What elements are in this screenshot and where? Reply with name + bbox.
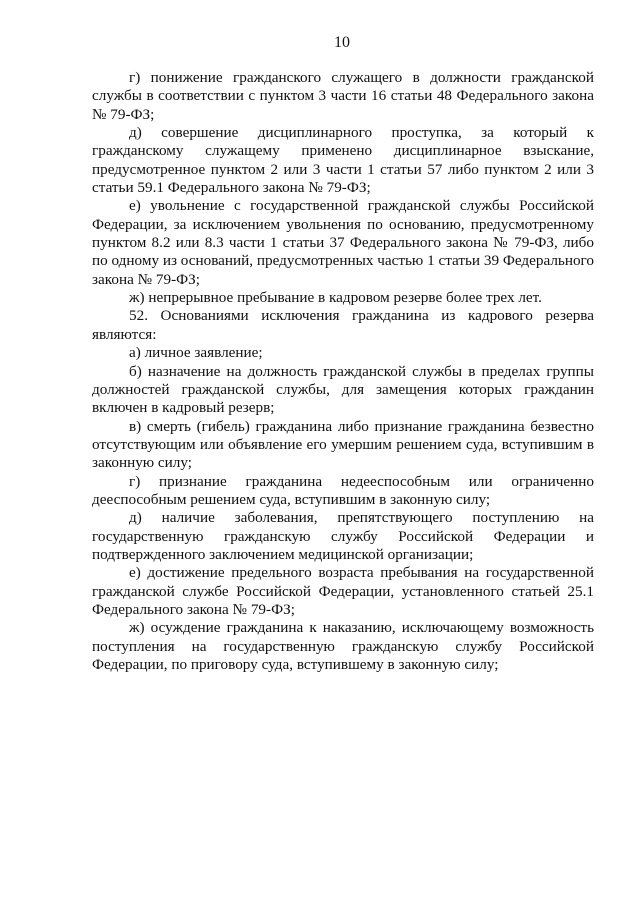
paragraph-g: г) понижение гражданского служащего в должности гражданской службы в соответствии с пунктом 3 части 16 статьи 48 Федерального закона № 79-ФЗ; (92, 69, 594, 123)
paragraph-52-a: а) личное заявление; (129, 344, 263, 362)
document-body (92, 69, 594, 674)
page-number: 10 (334, 34, 350, 51)
paragraph-52-d: д) наличие заболевания, препятствующего поступлению на государственную гражданскую службу Российской Федерации и подтвержденного заключением медицинской организации; (92, 509, 594, 563)
paragraph-d: д) совершение дисциплинарного проступка, за который к гражданскому служащему применено дисциплинарное взыскание, предусмотренное пунктом 2 или 3 части 1 статьи 57 либо пунктом 2 или 3 статьи 59.1 Федерального закона № 79-ФЗ; (92, 124, 594, 197)
paragraph-zh: ж) непрерывное пребывание в кадровом резерве более трех лет. (129, 289, 542, 307)
paragraph-52-b: б) назначение на должность гражданской службы в пределах группы должностей гражданской службы, для замещения которых гражданин включен в кадровый резерв; (92, 362, 594, 417)
paragraph-e: е) увольнение с государственной гражданской службы Российской Федерации, за исключением увольнения по основанию, предусмотренному пунктом 8.2 или 8.3 части 1 статьи 37 Федерального закона № 79-ФЗ, либо по одному из оснований, предусмотренных частью 1 статьи 39 Федерального закона № 79-ФЗ; (92, 197, 594, 288)
paragraph-52-v: в) смерть (гибель) гражданина либо признание гражданина безвестно отсутствующим или объявление его умершим решением суда, вступившим в законную силу; (92, 417, 594, 472)
paragraph-52-intro: 52. Основаниями исключения гражданина из кадрового резерва являются: (92, 307, 594, 343)
paragraph-52-e: е) достижение предельного возраста пребывания на государственной гражданской службе Российской Федерации, установленного статьей 25.1 Федерального закона № 79-ФЗ; (92, 564, 594, 618)
paragraph-52-zh: ж) осуждение гражданина к наказанию, исключающему возможность поступления на государственную гражданскую службу Российской Федерации, по приговору суда, вступившему в законную силу; (92, 619, 594, 673)
paragraph-52-g: г) признание гражданина недееспособным или ограниченно дееспособным решением суда, вступившим в законную силу; (92, 472, 594, 508)
